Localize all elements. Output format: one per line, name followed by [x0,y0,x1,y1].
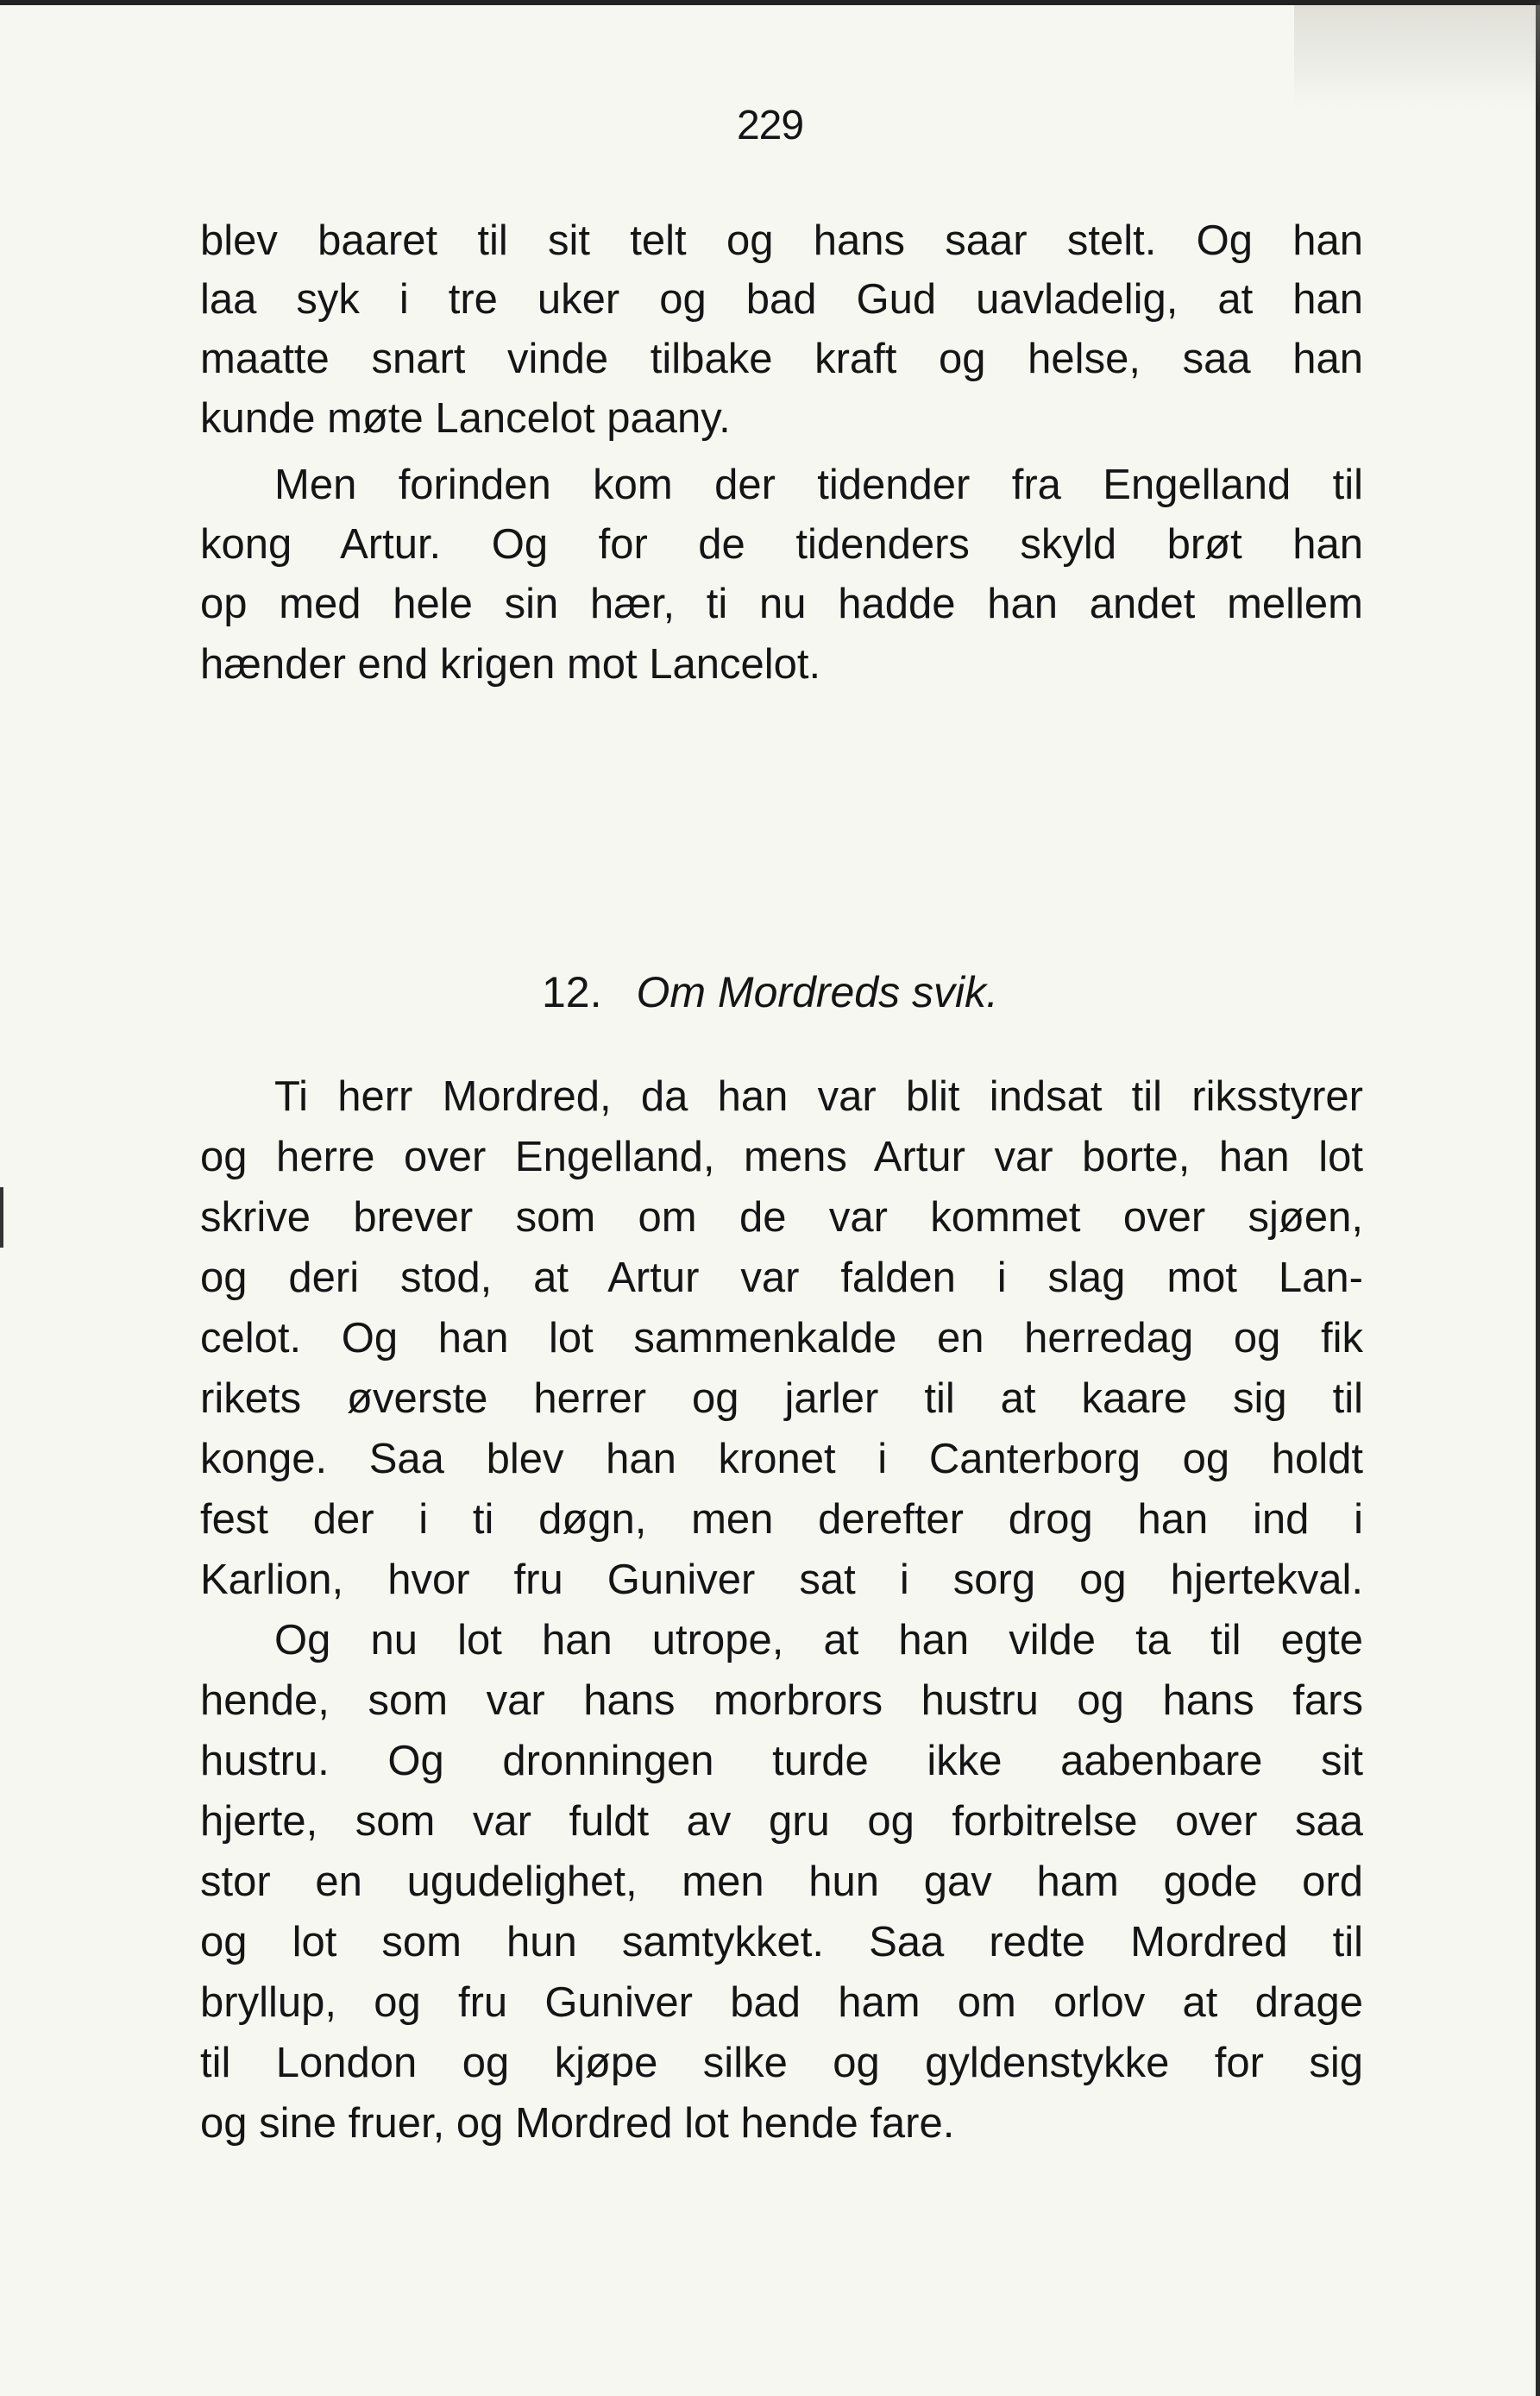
text-line: og deri stod, at Artur var falden i slag mot Lan- [200,1255,1363,1301]
text-line: og herre over Engelland, mens Artur var borte, han lot [200,1134,1363,1180]
text-line: op med hele sin hær, ti nu hadde han andet mellem [200,581,1363,627]
text-line: og sine fruer, og Mordred lot hende fare. [200,2100,955,2147]
text-line: rikets øverste herrer og jarler til at kaare sig til [200,1375,1363,1422]
text-line: skrive brever som om de var kommet over sjøen, [200,1194,1363,1241]
text-line: kunde møte Lancelot paany. [200,395,731,442]
text-line: fest der i ti døgn, men derefter drog han ind i [200,1496,1363,1543]
text-line: laa syk i tre uker og bad Gud uavladelig, at han [200,276,1363,323]
text-line: celot. Og han lot sammenkalde en herredag og fik [200,1315,1363,1362]
text-line: Og nu lot han utrope, at han vilde ta til egte [274,1617,1363,1663]
text-line: blev baaret til sit telt og hans saar stelt. Og han [200,217,1363,264]
text-line: Ti herr Mordred, da han var blit indsat til riksstyrer [274,1073,1363,1120]
page-shadow [1294,5,1540,109]
chapter-title: Om Mordreds svik. [636,968,999,1016]
text-line: konge. Saa blev han kronet i Canterborg og holdt [200,1436,1363,1482]
chapter-heading [0,967,1540,1017]
text-line: maatte snart vinde tilbake kraft og helse, saa han [200,336,1363,382]
text-line: Men forinden kom der tidender fra Engelland til [274,462,1363,508]
text-line: til London og kjøpe silke og gyldenstykke for sig [200,2040,1363,2086]
page-number: 229 [736,103,804,148]
text-line: og lot som hun samtykket. Saa redte Mordred til [200,1919,1363,1965]
text-line: hustru. Og dronningen turde ikke aabenbare sit [200,1738,1363,1784]
binding-mark [0,1187,3,1248]
text-line: hende, som var hans morbrors hustru og hans fars [200,1677,1363,1724]
text-line: bryllup, og fru Guniver bad ham om orlov at drage [200,1979,1363,2026]
text-line: hjerte, som var fuldt av gru og forbitrelse over saa [200,1798,1363,1845]
chapter-number: 12. [541,968,602,1016]
text-line: kong Artur. Og for de tidenders skyld brøt han [200,521,1363,568]
text-line: hænder end krigen mot Lancelot. [200,641,821,688]
text-line: stor en ugudelighet, men hun gav ham gode ord [200,1858,1363,1905]
text-line: Karlion, hvor fru Guniver sat i sorg og hjertekval. [200,1556,1363,1603]
